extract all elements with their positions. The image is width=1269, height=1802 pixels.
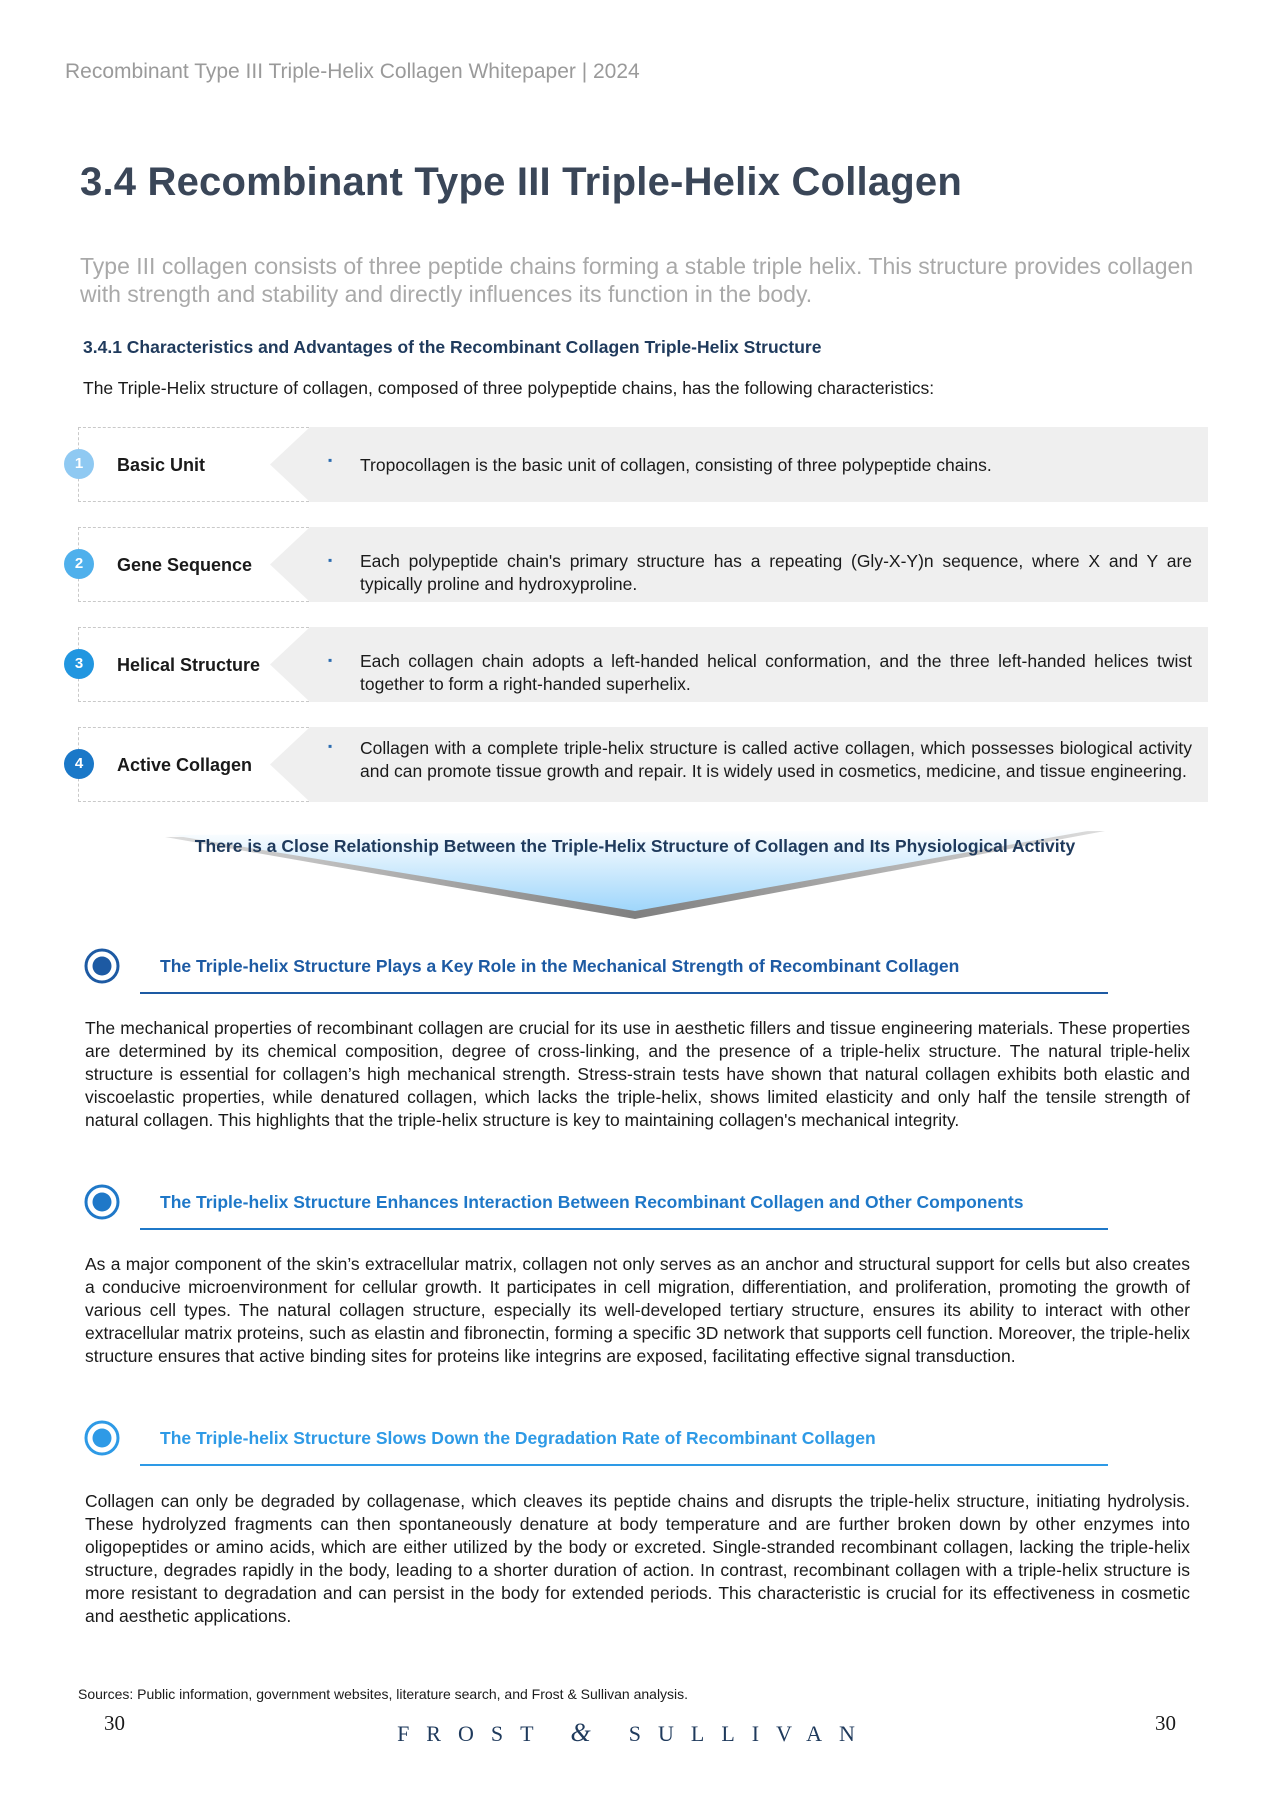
characteristic-row: [74, 727, 1208, 802]
running-header: Recombinant Type III Triple-Helix Collagen Whitepaper | 2024: [65, 60, 640, 83]
characteristic-content: [310, 427, 1208, 502]
frost-sullivan-logo: [0, 1718, 1269, 1748]
section-heading: The Triple-helix Structure Plays a Key Role in the Mechanical Strength of Recombinant Collagen: [160, 956, 960, 976]
section-heading: The Triple-helix Structure Enhances Interaction Between Recombinant Collagen and Other Components: [160, 1192, 1024, 1212]
target-circle-icon: [84, 948, 120, 984]
bullet-icon: ▪: [328, 653, 333, 667]
bullet-icon: ▪: [328, 553, 333, 567]
banner-text: There is a Close Relationship Between the Triple-Helix Structure of Collagen and Its Physiological Activity: [194, 836, 1076, 856]
characteristic-label: Active Collagen: [117, 755, 253, 775]
characteristic-row: [74, 627, 1208, 702]
sources-note: Sources: Public information, government websites, literature search, and Frost & Sullivan analysis.: [78, 1686, 689, 1702]
page-number-left: 30: [104, 1711, 125, 1735]
section-divider: [140, 1464, 1108, 1466]
number-badge: 2: [64, 549, 94, 579]
relationship-banner: [165, 825, 1105, 920]
subsection-heading: 3.4.1 Characteristics and Advantages of the Recombinant Collagen Triple-Helix Structure: [83, 337, 822, 357]
logo-ampersand: &: [570, 1718, 591, 1747]
characteristic-row: [74, 527, 1208, 602]
characteristic-text: Each polypeptide chain's primary structure has a repeating (Gly-X-Y)n sequence, where X and Y are typically proline and hydroxyproline.: [360, 551, 1192, 594]
section-paragraph: As a major component of the skin’s extracellular matrix, collagen not only serves as an anchor and structural support for cells but also creates a conducive microenvironment for cellular growth. It participates in cell migration, differentiation, and proliferation, promoting the growth of various cell types. The natural collagen structure, especially its well-developed tertiary structure, ensures its ability to interact with other extracellular matrix proteins, such as elastin and fibronectin, forming a specific 3D network that supports cell function. Moreover, the triple-helix structure ensures that active binding sites for proteins like integrins are exposed, facilitating effective signal transduction.: [85, 1254, 1190, 1366]
number-badge: 4: [64, 749, 94, 779]
bullet-icon: ▪: [328, 453, 333, 467]
logo-word-frost: FROST: [397, 1721, 551, 1746]
section-paragraph: Collagen can only be degraded by collagenase, which cleaves its peptide chains and disrupts the triple-helix structure, initiating hydrolysis. These hydrolyzed fragments can then spontaneously denature at body temperature and are further broken down by other enzymes into oligopeptides or amino acids, which are either utilized by the body or excreted. Single-stranded recombinant collagen, lacking the triple-helix structure, degrades rapidly in the body, leading to a shorter duration of action. In contrast, recombinant collagen with a triple-helix structure is more resistant to degradation and can persist in the body for extended periods. This characteristic is crucial for its effectiveness in cosmetic and aesthetic applications.: [85, 1491, 1190, 1626]
number-badge: 3: [64, 649, 94, 679]
page-number-right: 30: [1155, 1711, 1176, 1735]
intro-paragraph: Type III collagen consists of three peptide chains forming a stable triple helix. This structure provides collagen with strength and stability and directly influences its function in the body.: [80, 253, 1194, 307]
section-divider: [140, 992, 1108, 994]
characteristic-content: [310, 627, 1208, 702]
arrow-notch-shape: [270, 527, 310, 602]
arrow-notch-shape: [270, 427, 310, 502]
section-paragraph: The mechanical properties of recombinant collagen are crucial for its use in aesthetic fillers and tissue engineering materials. These properties are determined by its chemical composition, degree of cross-linking, and the presence of a triple-helix structure. The natural triple-helix structure is essential for collagen’s high mechanical strength. Stress-strain tests have shown that natural collagen exhibits both elastic and viscoelastic properties, while denatured collagen, which lacks the triple-helix, shows limited elasticity and only half the tensile strength of natural collagen. This highlights that the triple-helix structure is key to maintaining collagen's mechanical integrity.: [85, 1018, 1190, 1130]
characteristic-text: Collagen with a complete triple-helix structure is called active collagen, which possesses biological activity and can promote tissue growth and repair. It is widely used in cosmetics, medicine, and tissue engineering.: [360, 738, 1192, 781]
characteristic-content: [310, 527, 1208, 602]
arrow-notch-shape: [270, 727, 310, 802]
lead-sentence: The Triple-Helix structure of collagen, composed of three polypeptide chains, has the following characteristics:: [83, 378, 935, 398]
characteristic-label: Basic Unit: [117, 455, 206, 475]
characteristic-label: Helical Structure: [117, 655, 261, 675]
characteristic-content: [310, 727, 1208, 802]
target-circle-icon: [84, 1184, 120, 1220]
section-heading: The Triple-helix Structure Slows Down the Degradation Rate of Recombinant Collagen: [160, 1428, 876, 1448]
characteristic-text: Each collagen chain adopts a left-handed helical conformation, and the three left-handed helices twist together to form a right-handed superhelix.: [360, 651, 1192, 694]
page-title: 3.4 Recombinant Type III Triple-Helix Collagen: [80, 160, 962, 204]
characteristic-label: Gene Sequence: [117, 555, 253, 575]
target-circle-icon: [84, 1420, 120, 1456]
arrow-notch-shape: [270, 627, 310, 702]
section-divider: [140, 1228, 1108, 1230]
number-badge: 1: [64, 449, 94, 479]
characteristic-text: Tropocollagen is the basic unit of collagen, consisting of three polypeptide chains.: [360, 455, 992, 475]
characteristic-row: [74, 427, 1208, 502]
logo-word-sullivan: SULLIVAN: [628, 1721, 872, 1746]
bullet-icon: ▪: [328, 739, 333, 753]
